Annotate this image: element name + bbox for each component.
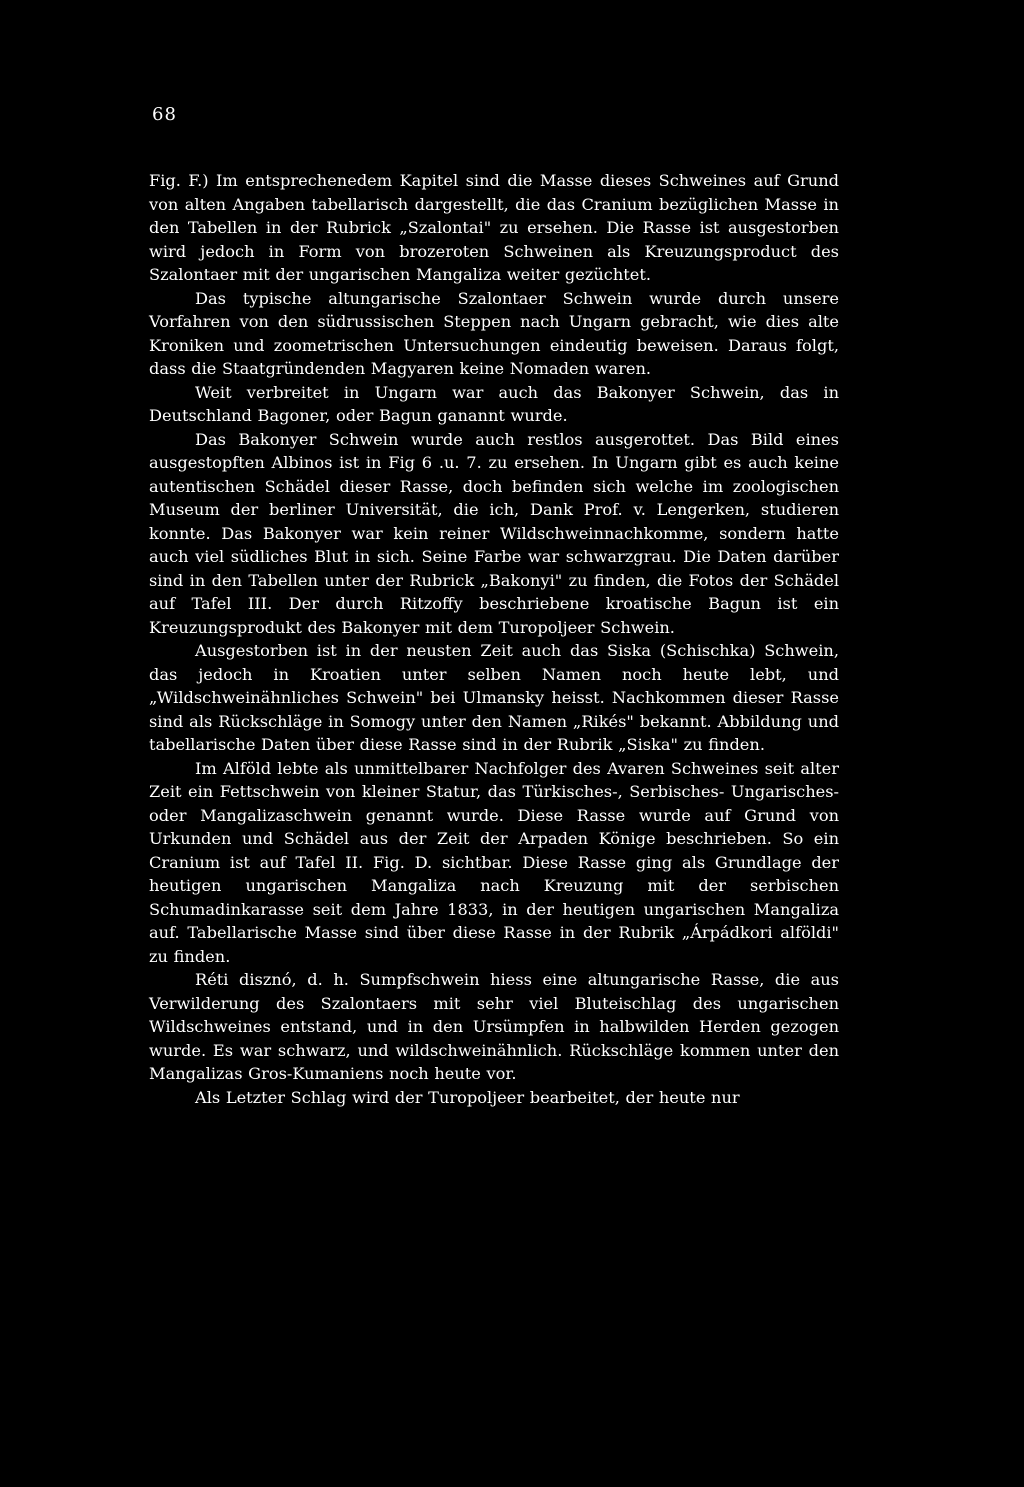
body-text [149,169,839,1109]
paragraph-alfoeld: Im Alföld lebte als unmittelbarer Nachfolger des Avaren Schweines seit alter Zeit ein Fettschwein von kleiner Statur, das Türkisches-, Serbisches- Ungarisches- oder Mangalizaschwein genannt wurde. Diese Rasse wurde auf Grund von Urkunden und Schädel aus der Zeit der Arpaden Könige beschrieben. So ein Cranium ist auf Tafel II. Fig. D. sichtbar. Diese Rasse ging als Grundlage der heutigen ungarischen Mangaliza nach Kreuzung mit der serbischen Schumadinkarasse seit dem Jahre 1833, in der heutigen ungarischen Mangaliza auf. Tabellarische Masse sind über diese Rasse in der Rubrik „Árpádkori alföldi" zu finden. [149,758,839,966]
paragraph-reti-diszno: Réti disznó, d. h. Sumpfschwein hiess eine altungarische Rasse, die aus Verwilderung des Szalontaers mit sehr viel Bluteischlag des ungarischen Wildschweines entstand, und in den Ursümpfen in halbwilden Herden gezogen wurde. Es war schwarz, und wildschweinähnlich. Rückschläge kommen unter den Mangalizas Gros-Kumaniens noch heute vor. [149,970,839,1083]
paragraph-bakonyer-details: Das Bakonyer Schwein wurde auch restlos ausgerottet. Das Bild eines ausgestopften Albinos ist in Fig 6 .u. 7. zu ersehen. In Ungarn gibt es auch keine autentischen Schädel dieser Rasse, doch befinden sich welche im zoologischen Museum der berliner Universität, die ich, Dank Prof. v. Lengerken, studieren konnte. Das Bakonyer war kein reiner Wildschweinnachkomme, sondern hatte auch viel südliches Blut in sich. Seine Farbe war schwarzgrau. Die Daten darüber sind in den Tabellen unter der Rubrick „Bakonyi" zu finden, die Fotos der Schädel auf Tafel III. Der durch Ritzoffy beschriebene kroatische Bagun ist ein Kreuzungsprodukt des Bakonyer mit dem Turopoljeer Schwein. [149,429,839,637]
paragraph-szalontai: Fig. F.) Im entsprechenedem Kapitel sind die Masse dieses Schweines auf Grund von alten Angaben tabellarisch dargestellt, die das Cranium bezüglichen Masse in den Tabellen in der Rubrick „Szalontai" zu ersehen. Die Rasse ist ausgestorben wird jedoch in Form von brozeroten Schweinen als Kreuzungsproduct des Szalontaer mit der ungarischen Mangaliza weiter gezüchtet. [149,171,839,284]
paragraph-siska: Ausgestorben ist in der neusten Zeit auch das Siska (Schischka) Schwein, das jedoch in Kroatien unter selben Namen noch heute lebt, und „Wildschweinähnliches Schwein" bei Ulmansky heisst. Nachkommen dieser Rasse sind als Rückschläge in Somogy unter den Namen „Rikés" bekannt. Abbildung und tabellarische Daten über diese Rasse sind in der Rubrik „Siska" zu finden. [149,641,839,754]
page-number: 68 [152,104,177,125]
paragraph-bakonyer-intro: Weit verbreitet in Ungarn war auch das Bakonyer Schwein, das in Deutschland Bagoner, oder Bagun ganannt wurde. [149,382,839,425]
paragraph-turopoljeer: Als Letzter Schlag wird der Turopoljeer bearbeitet, der heute nur [195,1087,740,1107]
paragraph-szalontaer-origin: Das typische altungarische Szalontaer Schwein wurde durch unsere Vorfahren von den südrussischen Steppen nach Ungarn gebracht, wie dies alte Kroniken und zoometrischen Untersuchungen eindeutig beweisen. Daraus folgt, dass die Staatgründenden Magyaren keine Nomaden waren. [149,288,839,378]
